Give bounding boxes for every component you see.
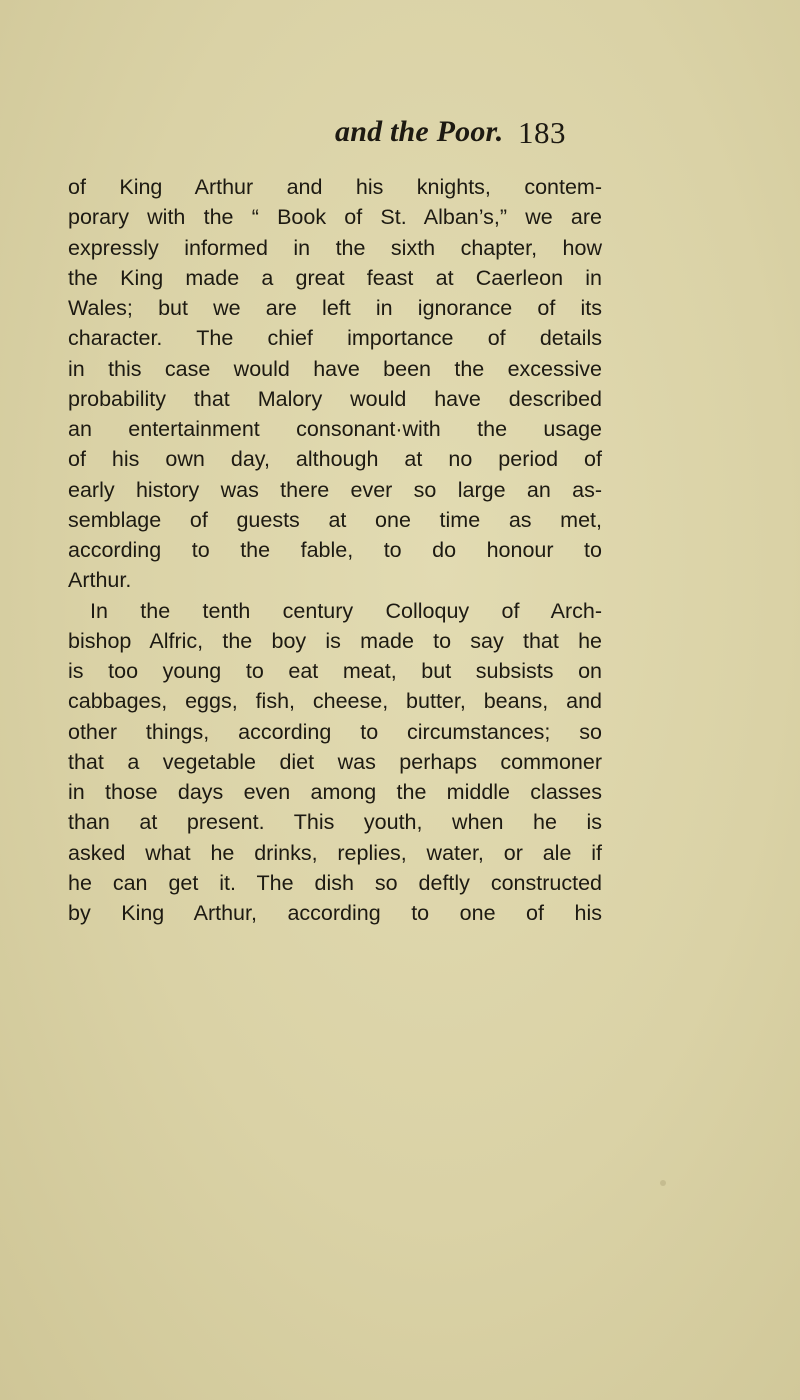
text-line: is too young to eat meat, but subsists on bbox=[68, 659, 602, 683]
text-line: the King made a great feast at Caerleon in bbox=[68, 265, 602, 290]
running-head bbox=[0, 112, 800, 156]
text-line: early history was there ever so large an as- bbox=[68, 477, 602, 502]
text-line: that a vegetable diet was perhaps commoner bbox=[68, 749, 602, 774]
text-line: probability that Malory would have described bbox=[68, 386, 602, 411]
text-line: he can get it. The dish so deftly constructed bbox=[68, 870, 602, 895]
paragraph-start-line: In the tenth century Colloquy of Arch- bbox=[90, 598, 602, 623]
text-line: semblage of guests at one time as met, bbox=[68, 507, 602, 532]
text-line: cabbages, eggs, fish, cheese, butter, beans, and bbox=[68, 689, 602, 714]
page-number: 183 bbox=[518, 115, 566, 150]
paragraph-end-line: Arthur. bbox=[68, 568, 132, 593]
text-line: of King Arthur and his knights, contem- bbox=[68, 175, 602, 199]
text-line: other things, according to circumstances; so bbox=[68, 719, 602, 744]
body-text bbox=[68, 172, 602, 928]
text-line: of his own day, although at no period of bbox=[68, 447, 602, 472]
text-line: according to the fable, to do honour to bbox=[68, 538, 602, 562]
text-line: porary with the “ Book of St. Alban’s,” we are bbox=[68, 205, 602, 230]
text-line: than at present. This youth, when he is bbox=[68, 810, 602, 835]
paper-spot bbox=[660, 1180, 666, 1186]
text-line: an entertainment consonant·with the usage bbox=[68, 417, 602, 441]
text-line: by King Arthur, according to one of his bbox=[68, 901, 602, 925]
text-line: in those days even among the middle classes bbox=[68, 780, 602, 804]
text-line: character. The chief importance of details bbox=[68, 326, 602, 351]
text-line: Wales; but we are left in ignorance of its bbox=[68, 296, 602, 320]
text-line: bishop Alfric, the boy is made to say that he bbox=[68, 628, 602, 653]
text-line: asked what he drinks, replies, water, or ale if bbox=[68, 840, 602, 865]
text-line: expressly informed in the sixth chapter, how bbox=[68, 235, 602, 260]
running-title: and the Poor. bbox=[335, 115, 504, 148]
text-line: in this case would have been the excessive bbox=[68, 356, 602, 381]
